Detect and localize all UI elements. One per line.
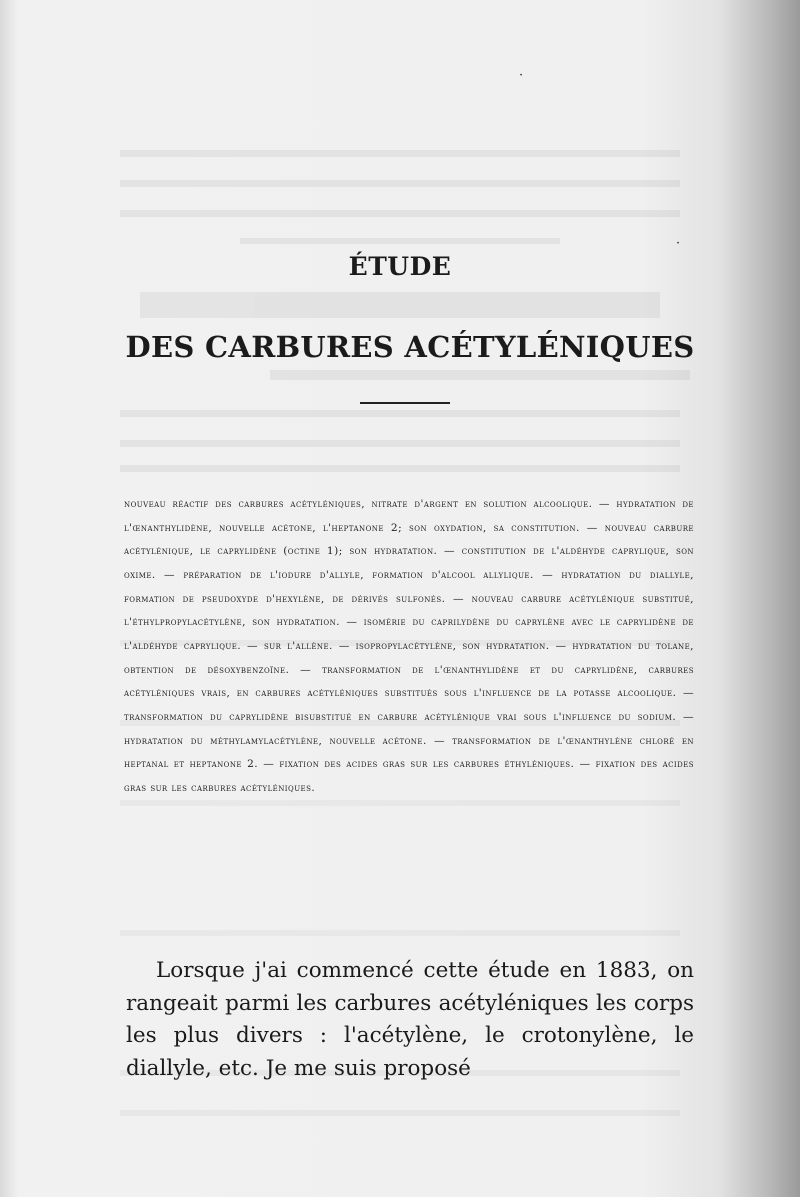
print-speck: · [676, 236, 681, 251]
title-divider [360, 402, 450, 404]
page-title-line-2: DES CARBURES ACÉTYLÉNIQUES [125, 330, 695, 364]
page-title-line-1: ÉTUDE [348, 252, 452, 281]
print-speck: · [519, 68, 524, 83]
chapter-summary: nouveau réactif des carbures acétyléniques, nitrate d'argent en solution alcoolique. — hydratation de l'œnanthylidène, nouvelle acétone, l'heptanone 2; son oxydation, sa constitution. — nouveau carbure acétylénique, le caprylidène (octine 1); son hydratation. — constitution de l'aldéhyde caprylique, son oxime. — préparation de l'iodure d'allyle, formation d'alcool allylique. — hydratation du diallyle, formation de pseudoxyde d'hexylène, de dérivés sulfonés. — nouveau carbure acétylénique substitué, l'éthylpropylacétylène, son hydratation. — isomérie du caprilydène du caprylène avec le caprylidène de l'aldéhyde caprylique. — sur l'allène. — isopropylacétylène, son hydratation. — hydratation du tolane, obtention de désoxybenzoïne. — transformation de l'œnanthylidène et du caprylidène, carbures acétyléniques vrais, en carbures acétyléniques substitués sous l'influence de la potasse alcoolique. — transformation du caprylidène bisubstitué en carbure acétylénique vrai sous l'influence du sodium. — hydratation du méthylamylacétylène, nouvelle acétone. — transformation de l'œnanthylène chloré en heptanal et heptanone 2. — fixation des acides gras sur les carbures éthyléniques. — fixation des acides gras sur les carbures acétyléniques. [124, 498, 694, 794]
body-paragraph: Lorsque j'ai commencé cette étude en 1883, on rangeait parmi les carbures acétyléniques les corps les plus divers : l'acétylène, le crotonylène, le diallyle, etc. Je me suis proposé [126, 958, 694, 1081]
